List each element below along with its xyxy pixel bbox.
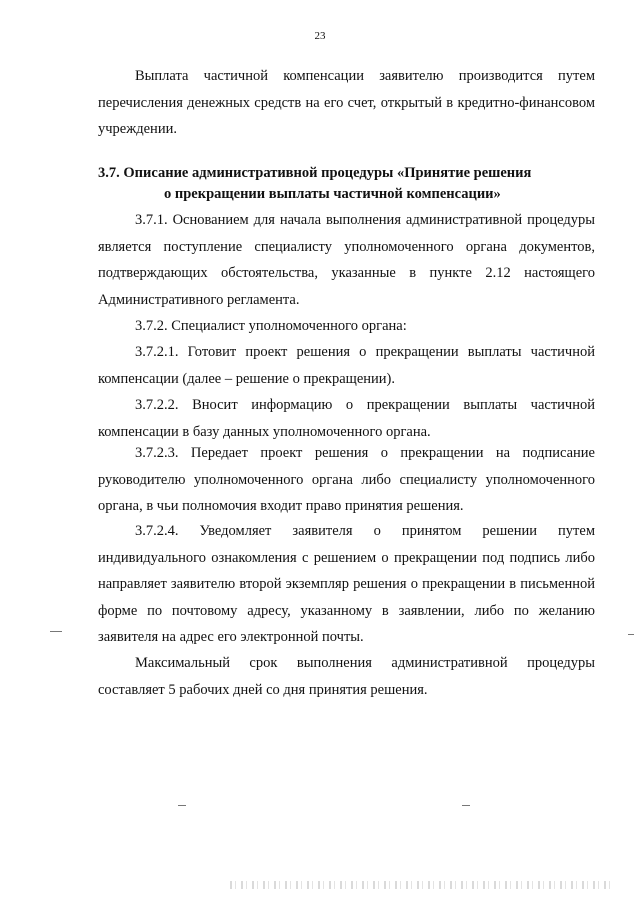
scan-mark-left bbox=[50, 631, 62, 632]
heading-line-1: 3.7. Описание административной процедуры «Принятие решения bbox=[98, 165, 532, 181]
page-number: 23 bbox=[314, 30, 326, 42]
paragraph-3-7-2-2: 3.7.2.2. Вносит информацию о прекращении выплаты частичной компенсации в базу данных уполномоченного органа. bbox=[98, 397, 595, 440]
section-heading-3-7 bbox=[98, 163, 595, 205]
paragraph-3-7-2: 3.7.2. Специалист уполномоченного органа: bbox=[135, 318, 407, 334]
paragraph-payment: Выплата частичной компенсации заявителю производится путем перечисления денежных средств на его счет, открытый в кредитно-финансовом учреждении. bbox=[98, 68, 595, 137]
paragraph-3-7-2-4: 3.7.2.4. Уведомляет заявителя о принятом решении путем индивидуального ознакомления с решением о прекращении под подпись либо направляет заявителю второй экземпляр решения о прекращении в письменной форме по почтовому адресу, указанному в заявлении, либо по желанию заявителя на адрес его электронной почты. bbox=[98, 523, 595, 645]
paragraph-max-term: Максимальный срок выполнения административной процедуры составляет 5 рабочих дней со дня принятия решения. bbox=[98, 655, 595, 698]
paragraph-3-7-1: 3.7.1. Основанием для начала выполнения административной процедуры является поступление специалисту уполномоченного органа документов, подтверждающих обстоятельства, указанные в пункте 2.12 настоящего Административного регламента. bbox=[98, 212, 595, 308]
scan-mark-bottom-right bbox=[462, 805, 470, 806]
heading-line-2: о прекращении выплаты частичной компенсации» bbox=[164, 186, 501, 202]
paragraph-3-7-2-1: 3.7.2.1. Готовит проект решения о прекращении выплаты частичной компенсации (далее – решение о прекращении). bbox=[98, 344, 595, 387]
scan-noise-strip bbox=[230, 881, 615, 889]
scan-mark-bottom-left bbox=[178, 805, 186, 806]
scan-mark-right bbox=[628, 634, 634, 635]
paragraph-3-7-2-3: 3.7.2.3. Передает проект решения о прекращении на подписание руководителю уполномоченного органа либо специалисту уполномоченного органа, в чьи полномочия входит право принятия решения. bbox=[98, 445, 595, 514]
